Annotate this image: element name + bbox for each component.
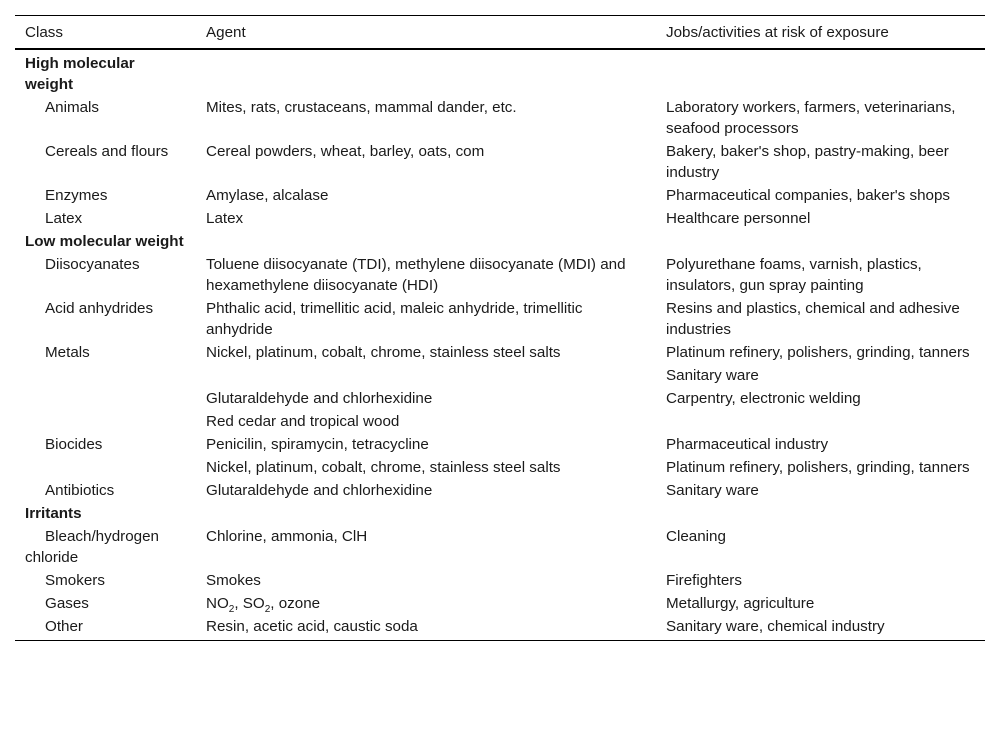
jobs-cell (656, 410, 985, 433)
subscript: 2 (264, 604, 271, 616)
class-cell (15, 364, 196, 387)
agent-cell: Glutaraldehyde and chlorhexidine (206, 482, 433, 499)
class-cell: Bleach/hydrogen chloride (25, 528, 159, 566)
table-row (15, 253, 985, 297)
group-label: Low molecular weight (25, 233, 184, 250)
table-row (15, 615, 985, 641)
class-cell: Acid anhydrides (45, 300, 154, 317)
table-row (15, 140, 985, 184)
jobs-cell: Metallurgy, agriculture (666, 595, 815, 612)
jobs-cell: Platinum refinery, polishers, grinding, tanners (666, 344, 970, 361)
class-cell (15, 456, 196, 479)
table-row (15, 364, 985, 387)
table-row (15, 297, 985, 341)
jobs-cell: Healthcare personnel (666, 210, 811, 227)
agent-cell: Nickel, platinum, cobalt, chrome, stainless steel salts (206, 344, 561, 361)
jobs-cell: Sanitary ware, chemical industry (656, 615, 985, 641)
agent-text: , SO (234, 595, 265, 612)
class-cell: Latex (45, 210, 83, 227)
jobs-cell: Carpentry, electronic welding (666, 390, 861, 407)
jobs-cell: Pharmaceutical companies, baker's shops (666, 187, 951, 204)
jobs-cell: Pharmaceutical industry (666, 436, 829, 453)
jobs-cell: Cleaning (666, 528, 726, 545)
table-row (15, 569, 985, 592)
jobs-cell: Sanitary ware (666, 482, 759, 499)
table-row (15, 592, 985, 615)
class-cell: Antibiotics (45, 482, 115, 499)
agent-cell: Phthalic acid, trimellitic acid, maleic anhydride, trimellitic anhydride (206, 300, 583, 338)
class-cell: Animals (45, 99, 100, 116)
header-jobs: Jobs/activities at risk of exposure (656, 16, 985, 50)
class-cell: Biocides (45, 436, 103, 453)
agent-cell (196, 364, 656, 387)
table-row (15, 207, 985, 230)
class-cell (15, 410, 196, 433)
table-container (15, 15, 985, 641)
table-row (15, 456, 985, 479)
group-label: High molecular weight (25, 55, 135, 93)
table-row (15, 96, 985, 140)
class-cell: Gases (45, 595, 89, 612)
jobs-cell: Platinum refinery, polishers, grinding, tanners (666, 459, 970, 476)
header-agent: Agent (196, 16, 656, 50)
table-row (15, 184, 985, 207)
agent-cell: Penicilin, spiramycin, tetracycline (206, 436, 429, 453)
agent-cell: Nickel, platinum, cobalt, chrome, stainless steel salts (206, 459, 561, 476)
agent-cell: Smokes (206, 572, 261, 589)
agent-cell: Mites, rats, crustaceans, mammal dander, etc. (206, 99, 517, 116)
agent-cell: Red cedar and tropical wood (206, 413, 400, 430)
class-cell: Other (15, 615, 196, 641)
class-cell: Smokers (45, 572, 105, 589)
table-row (15, 525, 985, 569)
group-row-low-molecular-weight (15, 230, 985, 253)
jobs-cell: Polyurethane foams, varnish, plastics, insulators, gun spray painting (666, 256, 922, 294)
agent-text: , ozone (270, 595, 321, 612)
agent-cell: Glutaraldehyde and chlorhexidine (206, 390, 433, 407)
table-row (15, 341, 985, 364)
group-label: Irritants (25, 505, 82, 522)
jobs-cell: Firefighters (666, 572, 742, 589)
class-cell: Metals (45, 344, 90, 361)
table-header-row (15, 16, 985, 50)
agent-cell: Amylase, alcalase (206, 187, 329, 204)
subscript: 2 (228, 604, 235, 616)
table-row (15, 479, 985, 502)
agent-text: NO (206, 595, 229, 612)
class-cell: Cereals and flours (45, 143, 169, 160)
group-row-high-molecular-weight (15, 49, 985, 96)
group-row-irritants (15, 502, 985, 525)
agent-cell: Cereal powders, wheat, barley, oats, com (206, 143, 485, 160)
agent-cell: Resin, acetic acid, caustic soda (196, 615, 656, 641)
table-row (15, 410, 985, 433)
jobs-cell: Bakery, baker's shop, pastry-making, beer industry (666, 143, 949, 181)
class-cell (15, 387, 196, 410)
table-row (15, 387, 985, 410)
header-class: Class (15, 16, 196, 50)
jobs-cell: Sanitary ware (666, 367, 759, 384)
class-cell: Diisocyanates (45, 256, 140, 273)
agent-cell (196, 592, 656, 615)
occupational-agents-table (15, 15, 985, 641)
jobs-cell: Laboratory workers, farmers, veterinarians, seafood processors (666, 99, 956, 137)
table-row (15, 433, 985, 456)
class-cell: Enzymes (45, 187, 108, 204)
agent-cell: Chlorine, ammonia, ClH (206, 528, 368, 545)
agent-cell: Latex (206, 210, 244, 227)
agent-cell: Toluene diisocyanate (TDI), methylene diisocyanate (MDI) and hexamethylene diisocyanate (HDI) (206, 256, 626, 294)
jobs-cell: Resins and plastics, chemical and adhesive industries (666, 300, 960, 338)
